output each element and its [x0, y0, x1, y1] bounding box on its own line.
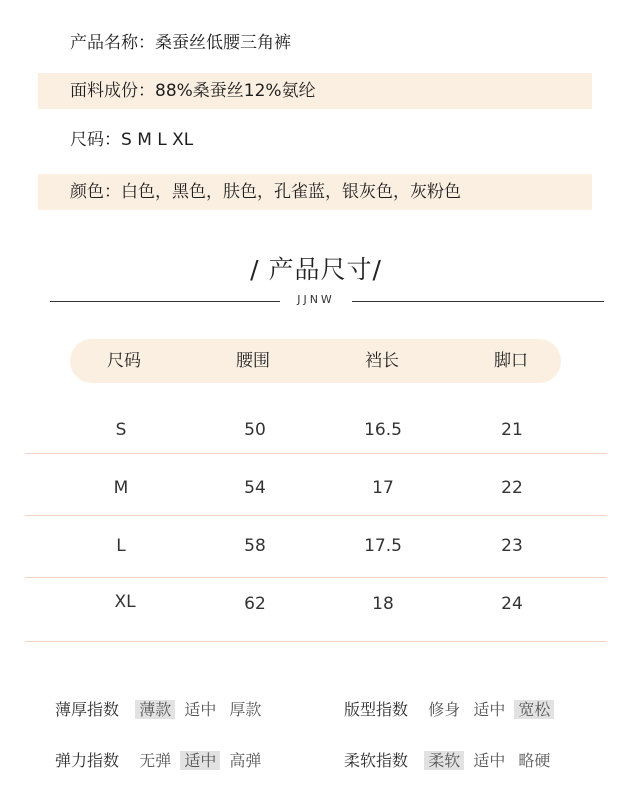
table-cell: 50	[244, 420, 266, 440]
table-cell: M	[113, 478, 129, 498]
elasticity-option-none: 无弹	[139, 751, 172, 770]
material-row	[38, 73, 592, 109]
fit-option-regular: 适中	[473, 700, 506, 719]
row-divider	[25, 641, 607, 642]
table-cell: 17	[372, 478, 394, 498]
table-cell: 24	[501, 594, 523, 614]
product-name: 产品名称：桑蚕丝低腰三角裤	[70, 33, 291, 53]
thickness-option-thick: 厚款	[229, 700, 262, 719]
color-row	[38, 174, 592, 210]
row-divider	[25, 515, 607, 516]
fit-label: 版型指数	[344, 700, 409, 719]
softness-option-soft: 柔软	[424, 751, 464, 770]
softness-label: 柔软指数	[344, 751, 409, 770]
product-name-row	[38, 25, 592, 61]
divider-right	[352, 301, 604, 302]
table-cell: 18	[372, 594, 394, 614]
thickness-option-medium: 适中	[184, 700, 217, 719]
header-waist: 腰围	[236, 351, 270, 371]
fit-index	[344, 698, 554, 722]
thickness-label: 薄厚指数	[55, 700, 120, 719]
material: 面料成份：88%桑蚕丝12%氨纶	[70, 81, 316, 101]
elasticity-option-high: 高弹	[229, 751, 262, 770]
row-divider	[25, 453, 607, 454]
elasticity-index	[55, 749, 265, 773]
table-cell: L	[116, 536, 126, 556]
thickness-option-thin: 薄款	[135, 700, 175, 719]
table-cell: 16.5	[364, 420, 402, 440]
table-cell: 54	[244, 478, 266, 498]
elasticity-label: 弹力指数	[55, 751, 120, 770]
section-title: / 产品尺寸/	[250, 255, 382, 284]
elasticity-option-medium: 适中	[180, 751, 220, 770]
colors: 颜色：白色，黑色，肤色，孔雀蓝，银灰色，灰粉色	[70, 182, 461, 202]
table-cell: 23	[501, 536, 523, 556]
softness-option-medium: 适中	[473, 751, 506, 770]
size-row	[38, 122, 592, 158]
table-cell: S	[115, 420, 127, 440]
table-cell: 21	[501, 420, 523, 440]
softness-index	[344, 749, 554, 773]
header-rise: 裆长	[365, 351, 399, 371]
table-cell: XL	[114, 592, 136, 612]
row-divider	[25, 577, 607, 578]
thickness-index	[55, 698, 265, 722]
table-cell: 17.5	[364, 536, 402, 556]
sizes: 尺码：S M L XL	[70, 130, 194, 150]
table-cell: 22	[501, 478, 523, 498]
softness-option-firm: 略硬	[518, 751, 551, 770]
header-leg-opening: 脚口	[494, 351, 528, 371]
fit-option-slim: 修身	[428, 700, 461, 719]
table-cell: 58	[244, 536, 266, 556]
table-cell: 62	[244, 594, 266, 614]
header-size: 尺码	[107, 351, 141, 371]
fit-option-loose: 宽松	[514, 700, 554, 719]
brand-logo: JJNW	[297, 293, 335, 306]
